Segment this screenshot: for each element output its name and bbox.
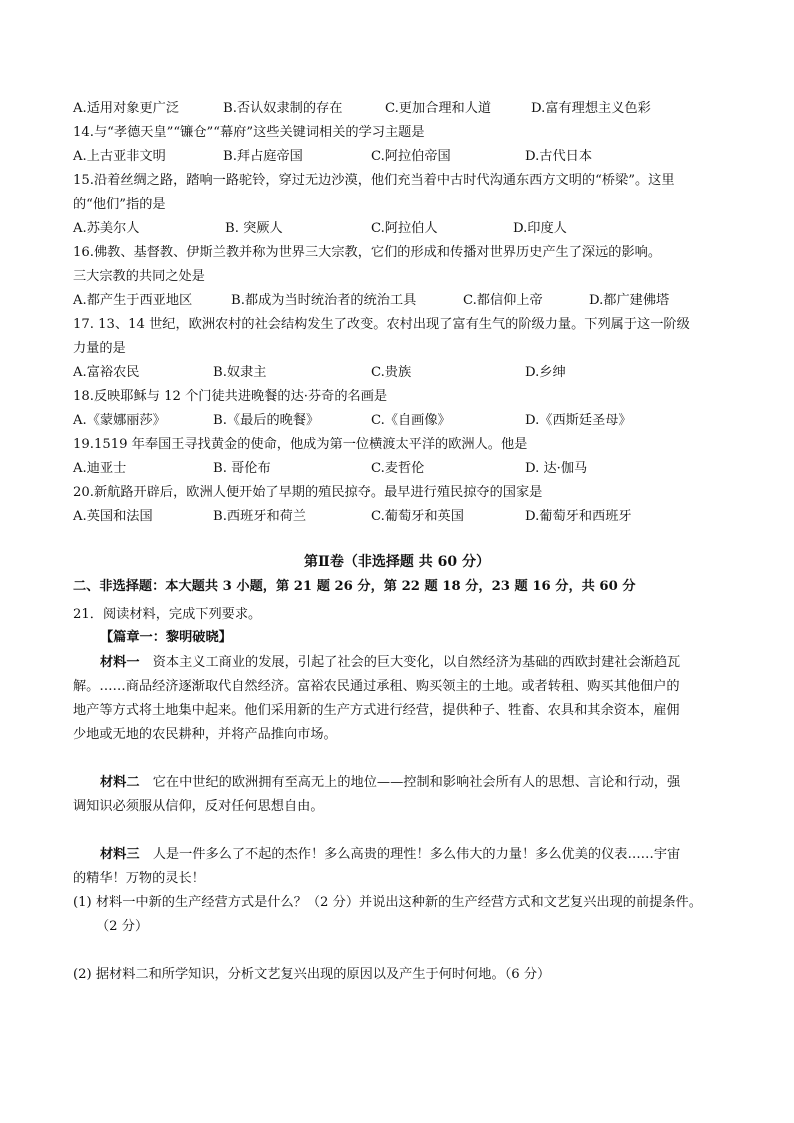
q17-option-d: D.乡绅 bbox=[525, 365, 566, 380]
q15-option-b: B. 突厥人 bbox=[225, 221, 283, 236]
q14-option-c: C.阿拉伯帝国 bbox=[371, 149, 451, 164]
q18-stem: 18.反映耶稣与 12 个门徒共进晚餐的达·芬奇的名画是 bbox=[73, 389, 388, 404]
q16-stem-line2: 三大宗教的共同之处是 bbox=[73, 269, 205, 284]
q16-stem-line1: 16.佛教、基督教、伊斯兰教并称为世界三大宗教，它们的形成和传播对世界历史产生了深远的影响。 bbox=[73, 245, 662, 260]
q19-option-c: C.麦哲伦 bbox=[371, 461, 425, 476]
material1-line4: 少地或无地的农民耕种，并将产品推向市场。 bbox=[73, 727, 337, 742]
q13-options bbox=[73, 100, 723, 118]
q14-option-a: A.上古亚非文明 bbox=[73, 149, 166, 164]
material2-line2: 调知识必须服从信仰，反对任何思想自由。 bbox=[73, 799, 324, 814]
part2-title: 第Ⅱ卷（非选择题 共 60 分） bbox=[304, 554, 490, 570]
q18-option-d: D.《西斯廷圣母》 bbox=[525, 413, 632, 428]
q19-option-d: D. 达·伽马 bbox=[525, 461, 588, 476]
q14-option-d: D.古代日本 bbox=[525, 149, 593, 164]
q14-stem: 14.与“孝德天皇”“镰仓”“幕府”这些关键词相关的学习主题是 bbox=[73, 125, 425, 140]
material2-label: 材料二 bbox=[100, 775, 140, 790]
q20-option-c: C.葡萄牙和英国 bbox=[371, 509, 464, 524]
q14-options bbox=[73, 148, 723, 166]
subquestion1-line2: （2 分） bbox=[96, 919, 149, 934]
q15-stem-line2: 的“他们”指的是 bbox=[73, 197, 166, 212]
q15-stem-line1: 15.沿着丝绸之路，踏响一路驼铃，穿过无边沙漠，他们充当着中古时代沟通东西方文明的“桥梁”。这里 bbox=[73, 173, 675, 188]
q19-option-b: B. 哥伦布 bbox=[213, 461, 271, 476]
subquestion1-line1: (1) 材料一中新的生产经营方式是什么？（2 分）并说出这种新的生产经营方式和文艺复兴出现的前提条件。 bbox=[73, 895, 702, 910]
q17-option-a: A.富裕农民 bbox=[73, 365, 140, 380]
q15-option-c: C.阿拉伯人 bbox=[371, 221, 438, 236]
q13-option-d: D.富有理想主义色彩 bbox=[531, 101, 651, 116]
q17-options bbox=[73, 364, 723, 382]
q20-option-a: A.英国和法国 bbox=[73, 509, 153, 524]
q15-options bbox=[73, 220, 723, 238]
q16-option-a: A.都产生于西亚地区 bbox=[73, 293, 193, 308]
q18-option-a: A.《蒙娜丽莎》 bbox=[73, 413, 166, 428]
material3-line1 bbox=[100, 846, 680, 864]
part2-heading: 二、非选择题：本大题共 3 小题，第 21 题 26 分，第 22 题 18 分，23 题 16 分，共 60 分 bbox=[73, 579, 636, 594]
q17-option-c: C.贵族 bbox=[371, 365, 412, 380]
q13-option-c: C.更加合理和人道 bbox=[385, 101, 492, 116]
q19-options bbox=[73, 460, 723, 478]
material1-text1: 资本主义工商业的发展，引起了社会的巨大变化，以自然经济为基础的西欧封建社会渐趋瓦 bbox=[139, 655, 681, 670]
material3-label: 材料三 bbox=[100, 847, 140, 862]
material1-line2: 解。……商品经济逐渐取代自然经济。富裕农民通过承租、购买领主的土地。或者转租、购买其他佃户的 bbox=[73, 679, 680, 694]
subquestion2: (2) 据材料二和所学知识，分析文艺复兴出现的原因以及产生于何时何地。（6 分） bbox=[73, 967, 551, 982]
chapter-title: 【篇章一：黎明破晓】 bbox=[100, 630, 232, 645]
q20-options bbox=[73, 508, 723, 526]
material1-line1 bbox=[100, 654, 680, 672]
q16-options bbox=[73, 292, 723, 310]
material2-line1 bbox=[100, 774, 680, 792]
q20-stem: 20.新航路开辟后，欧洲人便开始了早期的殖民掠夺。最早进行殖民掠夺的国家是 bbox=[73, 485, 543, 500]
q17-option-b: B.奴隶主 bbox=[213, 365, 267, 380]
q17-stem-line2: 力量的是 bbox=[73, 341, 126, 356]
material1-line3: 地产等方式将土地集中起来。他们采用新的生产方式进行经营，提供种子、牲畜、农具和其余资本，雇佣 bbox=[73, 703, 680, 718]
material3-line2: 的精华！万物的灵长！ bbox=[73, 871, 205, 886]
q21-stem: 21．阅读材料，完成下列要求。 bbox=[73, 607, 262, 622]
q14-option-b: B.拜占庭帝国 bbox=[223, 149, 303, 164]
q13-option-b: B.否认奴隶制的存在 bbox=[223, 101, 343, 116]
material2-text1: 它在中世纪的欧洲拥有至高无上的地位——控制和影响社会所有人的思想、言论和行动，强 bbox=[139, 775, 681, 790]
q16-option-b: B.都成为当时统治者的统治工具 bbox=[231, 293, 417, 308]
q13-option-a: A.适用对象更广泛 bbox=[73, 101, 180, 116]
q15-option-a: A.苏美尔人 bbox=[73, 221, 140, 236]
material1-label: 材料一 bbox=[100, 655, 140, 670]
q19-stem: 19.1519 年奉国王寻找黄金的使命，他成为第一位横渡太平洋的欧洲人。他是 bbox=[73, 437, 528, 452]
material3-text1: 人是一件多么了不起的杰作！多么高贵的理性！多么伟大的力量！多么优美的仪表……宇宙 bbox=[139, 847, 681, 862]
q18-options bbox=[73, 412, 723, 430]
q20-option-d: D.葡萄牙和西班牙 bbox=[525, 509, 632, 524]
q17-stem-line1: 17. 13、14 世纪，欧洲农村的社会结构发生了改变。农村出现了富有生气的阶级力量。下列属于这一阶级 bbox=[73, 317, 690, 332]
q18-option-c: C.《自画像》 bbox=[371, 413, 451, 428]
q20-option-b: B.西班牙和荷兰 bbox=[213, 509, 307, 524]
q18-option-b: B.《最后的晚餐》 bbox=[213, 413, 320, 428]
q15-option-d: D.印度人 bbox=[513, 221, 567, 236]
q16-option-d: D.都广建佛塔 bbox=[589, 293, 670, 308]
q16-option-c: C.都信仰上帝 bbox=[463, 293, 543, 308]
q19-option-a: A.迪亚士 bbox=[73, 461, 127, 476]
